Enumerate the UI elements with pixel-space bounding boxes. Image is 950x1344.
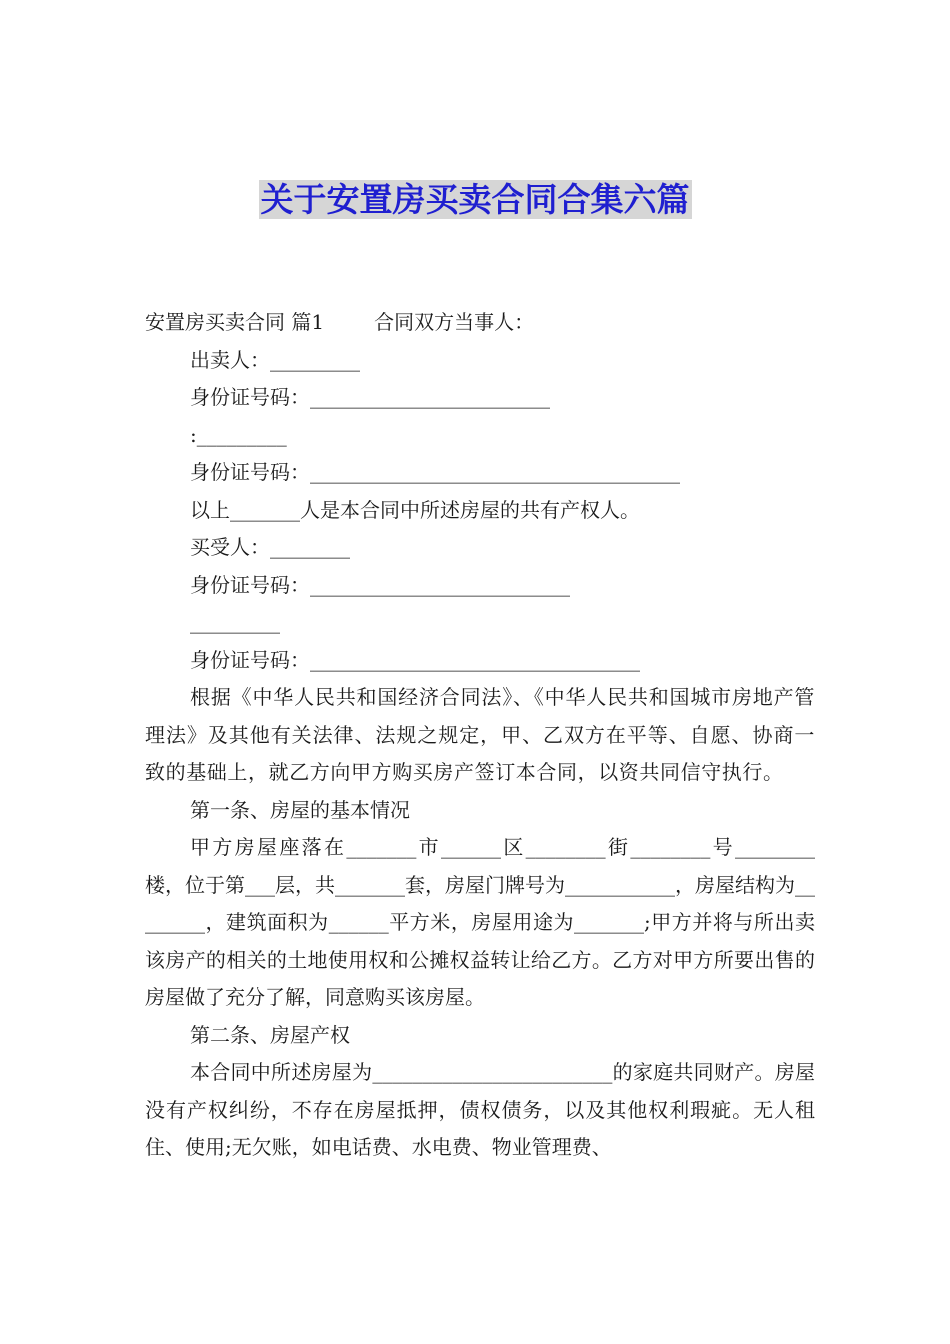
document-title — [0, 176, 950, 224]
section-heading: 安置房买卖合同 篇1 — [145, 310, 325, 334]
heading-line — [145, 304, 815, 342]
co-buyer-line: _________ — [190, 610, 280, 634]
co-owners-statement: 以上_______人是本合同中所述房屋的共有产权人。 — [190, 497, 640, 522]
co-owner-id-line: 身份证号码：_____________________________________ — [190, 460, 680, 484]
co-buyer-id-line: 身份证号码：_________________________________ — [190, 647, 640, 672]
article1-title: 第一条、房屋的基本情况 — [190, 797, 410, 822]
co-owner-line: :_________ — [190, 422, 287, 447]
buyer-line: 买受人：________ — [190, 535, 350, 559]
seller-id-line: 身份证号码：________________________ — [190, 385, 550, 409]
article2-paragraph: 本合同中所述房屋为________________________的家庭共同财产。房屋没有产权纠纷，不存在房屋抵押，债权债务，以及其他权利瑕疵。无人租住、使用;无欠账，如电话费、水电费、物业管理费、 — [145, 1060, 815, 1159]
article1-paragraph: 甲方房屋座落在_______市______区________街________号________楼，位于第___层，共_______套，房屋门牌号为___________，房屋结构为________，建筑面积为______平方米，房屋用途为_______;甲方并将与所出卖该房产的相关的土地使用权和公摊权益转让给乙方。乙方对甲方所要出售的房屋做了充分了解，同意购买该房屋。 — [145, 835, 815, 1009]
document-title-text: 关于安置房买卖合同合集六篇 — [260, 180, 690, 219]
basis-paragraph: 根据《中华人民共和国经济合同法》、《中华人民共和国城市房地产管理法》及其他有关法律、法规之规定，甲、乙双方在平等、自愿、协商一致的基础上，就乙方向甲方购买房产签订本合同，以资共同信守执行。 — [145, 685, 815, 784]
seller-line: 出卖人：_________ — [190, 347, 360, 372]
article2-title: 第二条、房屋产权 — [190, 1022, 350, 1047]
parties-heading: 合同双方当事人： — [374, 310, 535, 334]
document-body — [145, 304, 815, 1167]
buyer-id-line: 身份证号码：__________________________ — [190, 572, 570, 597]
